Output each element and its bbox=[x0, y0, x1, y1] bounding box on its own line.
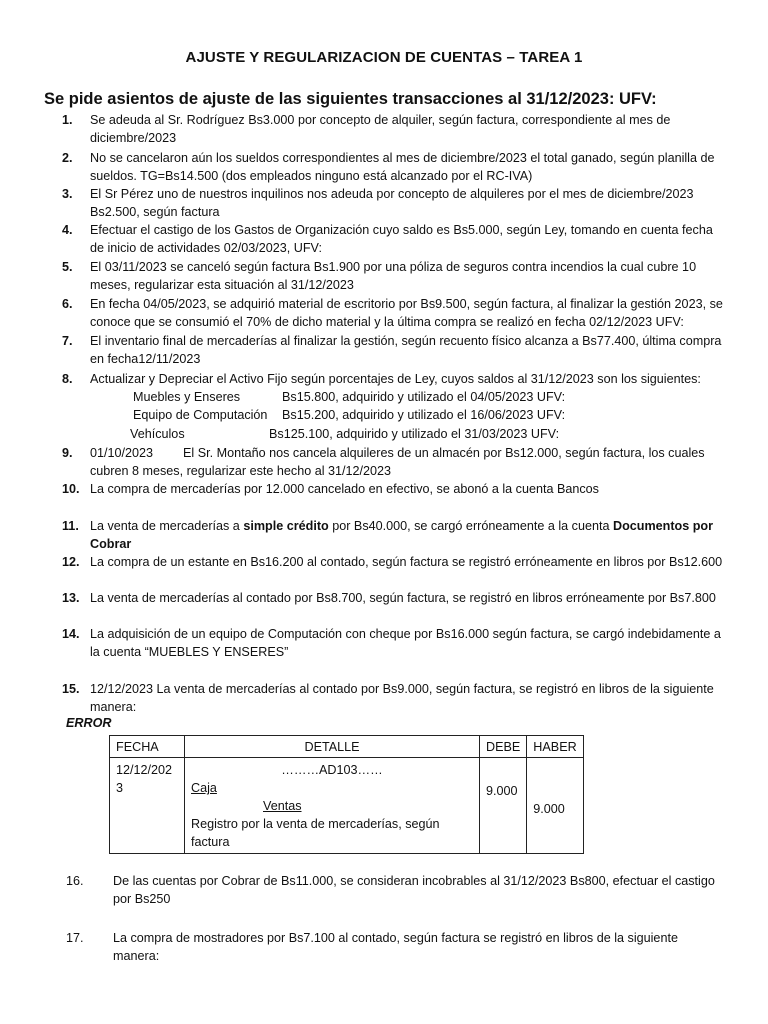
item-text-part: por Bs40.000, se cargó erróneamente a la cuenta bbox=[328, 519, 613, 533]
item-text: Actualizar y Depreciar el Activo Fijo según porcentajes de Ley, cuyos saldos al 31/12/2023 son los siguientes: bbox=[90, 372, 701, 386]
item-text-bold: Documentos por Cobrar bbox=[90, 519, 714, 551]
page-title: AJUSTE Y REGULARIZACION DE CUENTAS – TAREA 1 bbox=[185, 49, 583, 66]
item-number: 16. bbox=[66, 874, 84, 888]
item-number: 10. bbox=[62, 482, 80, 496]
asset-name: Muebles y Enseres bbox=[133, 390, 241, 404]
item-text: No se cancelaron aún los sueldos correspondientes al mes de diciembre/2023 el total ganado, según planilla de sueldos. TG=Bs14.500 (dos empleados ninguno está alcanzado por el RC-IVA) bbox=[90, 151, 715, 183]
item-text-part: La venta de mercaderías a bbox=[90, 519, 244, 533]
item-text: Se adeuda al Sr. Rodríguez Bs3.000 por concepto de alquiler, según factura, correspondiente al mes de diciembre/2023 bbox=[90, 113, 671, 145]
item-text: Efectuar el castigo de los Gastos de Organización cuyo saldo es Bs5.000, según Ley, tomando en cuenta fecha de inicio de actividades 02/03/2023, UFV: bbox=[90, 223, 713, 255]
asset-name: Equipo de Computación bbox=[133, 408, 268, 422]
table-row bbox=[110, 758, 584, 854]
debit-amount: 9.000 bbox=[486, 784, 518, 798]
item-text: El inventario final de mercaderías al finalizar la gestión, según recuento físico alcanza a Bs77.400, última compra en fecha12/11/2023 bbox=[90, 334, 722, 366]
item-text: La adquisición de un equipo de Computación con cheque por Bs16.000 según factura, se cargó indebidamente a la cuenta “MUEBLES Y ENSERES” bbox=[90, 627, 721, 659]
item-text: La venta de mercaderías al contado por Bs8.700, según factura, se registró en libros erróneamente por Bs7.800 bbox=[90, 591, 716, 605]
cell-detalle bbox=[185, 758, 480, 854]
item-text: El Sr Pérez uno de nuestros inquilinos nos adeuda por concepto de alquileres por el mes de diciembre/2023 Bs2.500, según factura bbox=[90, 187, 694, 219]
item-number: 1. bbox=[62, 113, 73, 127]
item-text: De las cuentas por Cobrar de Bs11.000, se consideran incobrables al 31/12/2023 Bs800, efectuar el castigo por Bs250 bbox=[113, 874, 715, 906]
column-header-debe: DEBE bbox=[480, 736, 527, 758]
asset-detail: Bs125.100, adquirido y utilizado el 31/03/2023 UFV: bbox=[269, 427, 560, 441]
item-number: 8. bbox=[62, 372, 73, 386]
debit-account: Caja bbox=[191, 781, 217, 795]
asset-name: Vehículos bbox=[130, 427, 185, 441]
credit-account: Ventas bbox=[263, 799, 302, 813]
cell-haber bbox=[527, 758, 583, 854]
item-number: 4. bbox=[62, 223, 73, 237]
item-text-bold: simple crédito bbox=[243, 519, 329, 533]
item-text: En fecha 04/05/2023, se adquirió material de escritorio por Bs9.500, según factura, al finalizar la gestión 2023, se conoce que se consumió el 70% de dicho material y la última compra se realizó en fecha 02/12/2023 UFV: bbox=[90, 297, 723, 329]
item-number: 15. bbox=[62, 682, 80, 696]
item-number: 6. bbox=[62, 297, 73, 311]
item-text: El 03/11/2023 se canceló según factura Bs1.900 por una póliza de seguros contra incendios la cual cubre 10 meses, regularizar esta situación al 31/12/2023 bbox=[90, 260, 697, 292]
item-text: 12/12/2023 La venta de mercaderías al contado por Bs9.000, según factura, se registró en libros de la siguiente manera: bbox=[90, 682, 714, 714]
item-number: 11. bbox=[62, 519, 79, 533]
item-text: La compra de mostradores por Bs7.100 al contado, según factura se registró en libros de la siguiente manera: bbox=[113, 931, 678, 963]
item-number: 13. bbox=[62, 591, 80, 605]
column-header-haber: HABER bbox=[527, 736, 583, 758]
date-line: 12/12/202 bbox=[116, 763, 173, 777]
entry-reference: ………AD103…… bbox=[281, 763, 383, 777]
cell-fecha bbox=[110, 758, 185, 854]
cell-debe bbox=[480, 758, 527, 854]
item-number: 14. bbox=[62, 627, 80, 641]
item-number: 2. bbox=[62, 151, 73, 165]
credit-amount: 9.000 bbox=[533, 802, 565, 816]
item-text: La compra de mercaderías por 12.000 cancelado en efectivo, se abonó a la cuenta Bancos bbox=[90, 482, 599, 496]
item-number: 17. bbox=[66, 931, 84, 945]
item-number: 12. bbox=[62, 555, 80, 569]
column-header-fecha: FECHA bbox=[110, 736, 185, 758]
page-subtitle: Se pide asientos de ajuste de las siguientes transacciones al 31/12/2023: UFV: bbox=[44, 90, 657, 108]
date-line: 3 bbox=[116, 781, 124, 795]
entry-gloss: Registro por la venta de mercaderías, según factura bbox=[191, 817, 440, 849]
item-text: La compra de un estante en Bs16.200 al contado, según factura se registró erróneamente en libros por Bs12.600 bbox=[90, 555, 723, 569]
item-number: 7. bbox=[62, 334, 73, 348]
error-label: ERROR bbox=[66, 716, 112, 730]
journal-entry-table bbox=[109, 735, 584, 854]
item-text bbox=[90, 444, 730, 480]
table-header-row bbox=[110, 736, 584, 758]
item-number: 9. bbox=[62, 446, 73, 460]
item-date: 01/10/2023 bbox=[90, 446, 154, 460]
item-text-body: El Sr. Montaño nos cancela alquileres de un almacén por Bs12.000, según factura, los cuales cubren 8 meses, regularizar este hecho al 31/12/2023 bbox=[90, 446, 705, 478]
asset-detail: Bs15.800, adquirido y utilizado el 04/05/2023 UFV: bbox=[282, 390, 566, 404]
item-text bbox=[90, 517, 730, 553]
item-number: 5. bbox=[62, 260, 73, 274]
asset-detail: Bs15.200, adquirido y utilizado el 16/06/2023 UFV: bbox=[282, 408, 566, 422]
item-number: 3. bbox=[62, 187, 73, 201]
column-header-detalle: DETALLE bbox=[185, 736, 480, 758]
